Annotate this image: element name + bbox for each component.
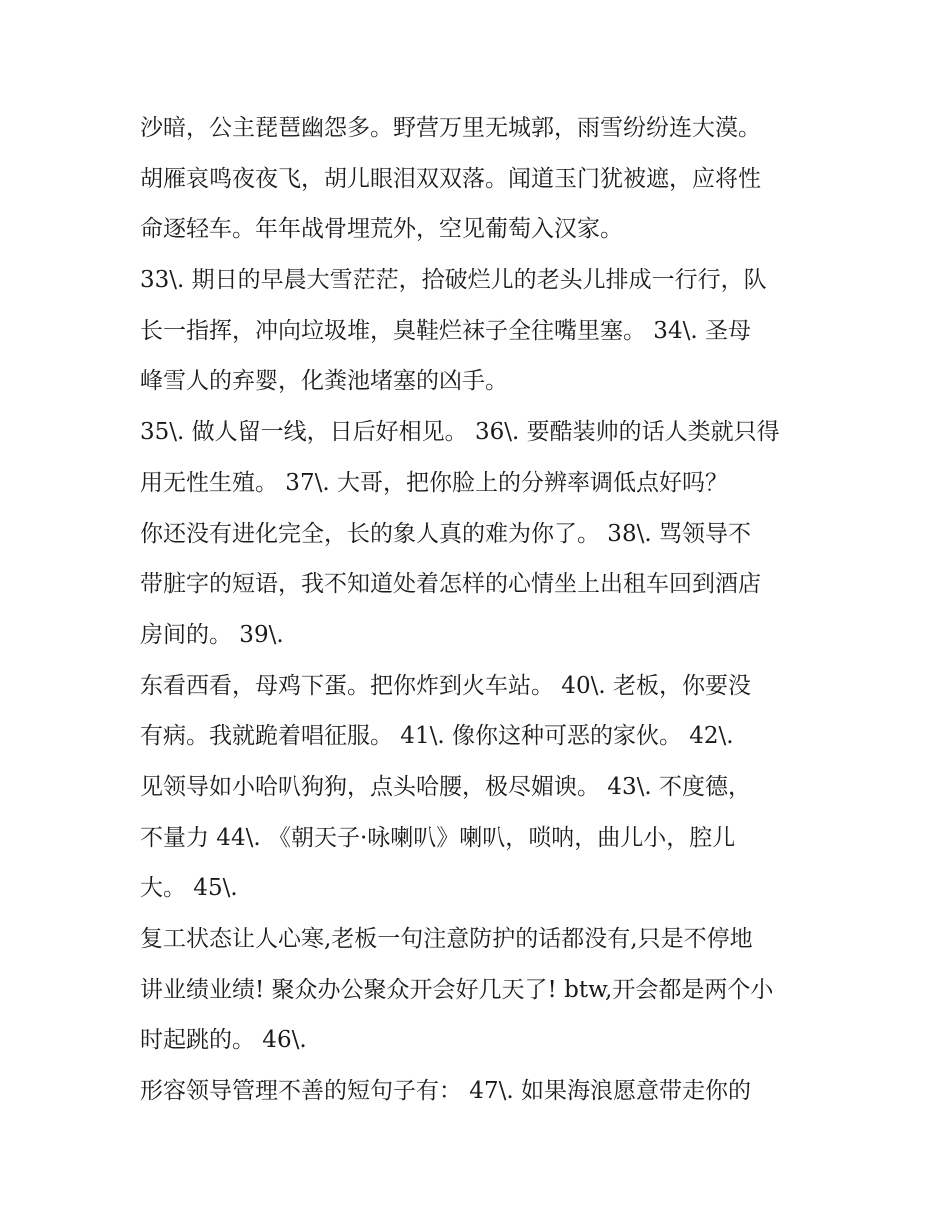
text-line: 复工状态让人心寒,老板一句注意防护的话都没有,只是不停地: [140, 926, 753, 952]
text-line: 房间的。 39\.: [140, 621, 284, 648]
text-line: 你还没有进化完全，长的象人真的难为你了。 38\. 骂领导不: [140, 520, 751, 547]
text-line: 胡雁哀鸣夜夜飞，胡儿眼泪双双落。闻道玉门犹被遮，应将性: [140, 165, 761, 192]
text-line: 33\. 期日的早晨大雪茫茫，拾破烂儿的老头儿排成一行行，队: [140, 267, 767, 294]
text-line: 不量力 44\. 《朝天子·咏喇叭》喇叭，唢呐，曲儿小，腔儿: [140, 824, 736, 851]
text-line: 带脏字的短语，我不知道处着怎样的心情坐上出租车回到酒店: [140, 571, 761, 598]
text-line: 沙暗，公主琵琶幽怨多。野营万里无城郭，雨雪纷纷连大漠。: [140, 115, 761, 141]
text-line: 35\. 做人留一线，日后好相见。 36\. 要酷装帅的话人类就只得: [140, 419, 780, 446]
text-line: 形容领导管理不善的短句子有： 47\. 如果海浪愿意带走你的: [140, 1078, 751, 1105]
text-line: 大。 45\.: [140, 875, 238, 902]
text-line: 用无性生殖。 37\. 大哥，把你脸上的分辨率调低点好吗？: [140, 469, 728, 496]
text-line: 讲业绩业绩! 聚众办公聚众开会好几天了! btw,开会都是两个小: [140, 976, 774, 1003]
text-line: 命逐轻车。年年战骨埋荒外，空见葡萄入汉家。: [140, 216, 623, 243]
document-body: [140, 103, 830, 1117]
text-line: 长一指挥，冲向垃圾堆，臭鞋烂袜子全往嘴里塞。 34\. 圣母: [140, 317, 751, 344]
text-line: 东看西看，母鸡下蛋。把你炸到火车站。 40\. 老板，你要没: [140, 672, 751, 699]
text-line: 见领导如小哈叭狗狗，点头哈腰，极尽媚谀。 43\. 不度德，: [140, 773, 751, 800]
text-line: 峰雪人的弃婴，化粪池堵塞的凶手。: [140, 368, 508, 395]
text-line: 有病。我就跪着唱征服。 41\. 像你这种可恶的家伙。 42\.: [140, 723, 734, 750]
text-line: 时起跳的。 46\.: [140, 1027, 307, 1054]
